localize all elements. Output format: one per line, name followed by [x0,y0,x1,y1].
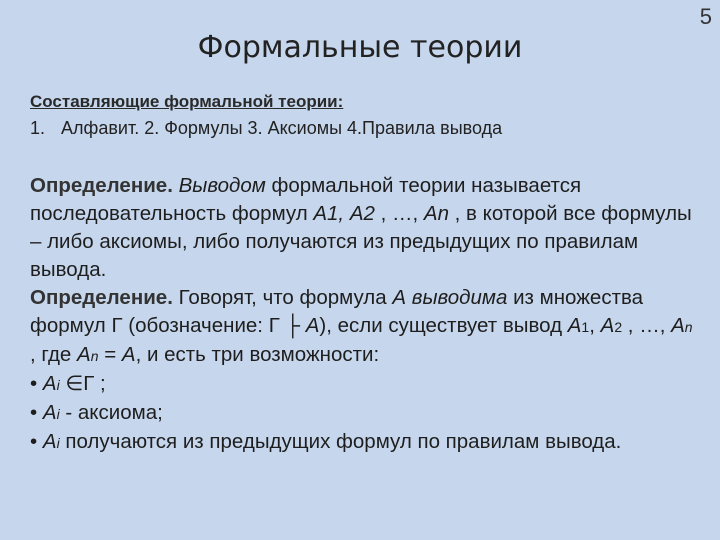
bullet-icon: • [30,401,43,424]
definition-1 [30,172,700,284]
possibilities-list [30,370,700,457]
formula: А [42,372,57,395]
subscript: n [90,348,99,364]
list-item [30,370,700,399]
definition-text: из множества формул Г (обозначение: Г ├ [30,286,644,337]
definition-text: формальной теории называется последовательность формул [30,174,582,225]
subscript: i [56,435,60,451]
list-item [30,428,700,457]
components-list [30,118,502,139]
formula: А [77,343,91,366]
list-text: Алфавит. 2. Формулы 3. Аксиомы 4.Правила вывода [61,118,503,138]
separator: , [589,314,601,337]
formula: А [671,314,685,337]
slide-title: Формальные теории [197,30,523,65]
separator: = [98,343,122,366]
definition-text: ), если существует вывод [319,314,568,337]
definition-text: , где [30,343,78,366]
separator: , …, [374,202,424,225]
formula: А [42,430,57,453]
subscript: 2 [614,319,623,335]
formula: Аn [423,202,449,225]
subscript: i [56,406,60,422]
subscript: i [56,377,60,393]
definition-label: Определение. [30,174,173,197]
subscript: 1 [581,319,590,335]
definition-term: Выводом [178,174,266,197]
formula: А [305,314,320,337]
page-number: 5 [699,4,712,29]
components-heading: Составляющие формальной теории: [30,92,344,111]
bullet-icon: • [30,372,43,395]
formula: А1, А2 [313,202,375,225]
separator: , …, [622,314,672,337]
definition-text: , в которой все формулы – либо аксиомы, либо получаются из предыдущих по правилам вывода. [30,202,692,281]
subscript: n [684,319,693,335]
bullet-icon: • [30,430,43,453]
definition-label: Определение. [30,286,173,309]
list-item-text: получаются из предыдущих формул по правилам вывода. [59,430,622,453]
definition-text: , и есть три возможности: [135,343,380,366]
list-number: 1. [30,118,46,138]
definition-text: Говорят, что формула [172,286,393,309]
formula: А [600,314,615,337]
formula: А [121,343,136,366]
list-item-text: - аксиома; [59,401,163,424]
formula: А [567,314,582,337]
list-item [30,399,700,428]
list-item-text: ∈Г ; [59,372,106,395]
formula: А [42,401,57,424]
definition-term: А выводима [392,286,508,309]
definition-2 [30,284,700,370]
body-text [30,172,700,457]
